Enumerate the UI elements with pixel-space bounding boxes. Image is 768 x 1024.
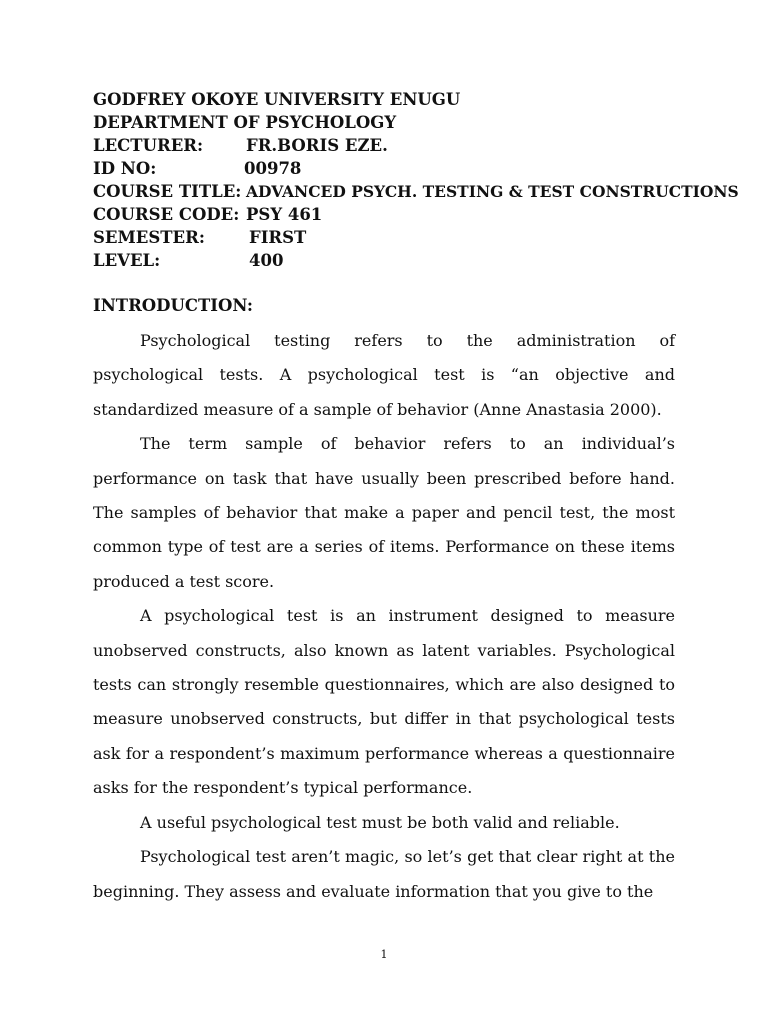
lecturer-label: LECTURER: [93,136,204,155]
id-row [93,157,733,180]
paragraph: Psychological test aren’t magic, so let’s get that clear right at the beginning. They assess and evaluate information that you give to the [93,847,675,901]
body-text [93,324,675,909]
page-number: 1 [380,948,388,961]
paragraph: The term sample of behavior refers to an individual’s performance on task that have usually been prescribed before hand. The samples of behavior that make a paper and pencil test, the most common type of test are a series of items. Performance on these items produced a test score. [93,434,675,591]
course-code-row [93,203,733,226]
level-row [93,249,733,272]
course-title-label: COURSE TITLE: [93,182,242,201]
lecturer-value: FR.BORIS EZE. [246,136,388,155]
introduction-heading: INTRODUCTION: [93,296,253,315]
semester-row [93,226,733,249]
lecturer-row [93,134,733,157]
course-code-label: COURSE CODE: [93,205,240,224]
course-title-row [93,180,739,203]
course-code-value: PSY 461 [246,205,323,224]
document-header [93,88,739,272]
level-label: LEVEL: [93,251,161,270]
semester-value: FIRST [249,228,307,247]
course-title-value: ADVANCED PSYCH. TESTING & TEST CONSTRUCTIONS [246,182,739,201]
university-name: GODFREY OKOYE UNIVERSITY ENUGU [93,90,461,109]
level-value: 400 [249,251,284,270]
paragraph: A useful psychological test must be both valid and reliable. [140,812,620,832]
id-label: ID NO: [93,159,157,178]
id-value: 00978 [244,159,302,178]
semester-label: SEMESTER: [93,228,205,247]
paragraph: A psychological test is an instrument designed to measure unobserved constructs, also known as latent variables. Psychological tests can strongly resemble questionnaires, which are also designed to measure unobserved constructs, but differ in that psychological tests ask for a respondent’s maximum performance whereas a questionnaire asks for the respondent’s typical performance. [93,606,675,798]
department-name: DEPARTMENT OF PSYCHOLOGY [93,113,397,132]
paragraph: Psychological testing refers to the administration of psychological tests. A psychological test is “an objective and standardized measure of a sample of behavior (Anne Anastasia 2000). [93,331,675,419]
